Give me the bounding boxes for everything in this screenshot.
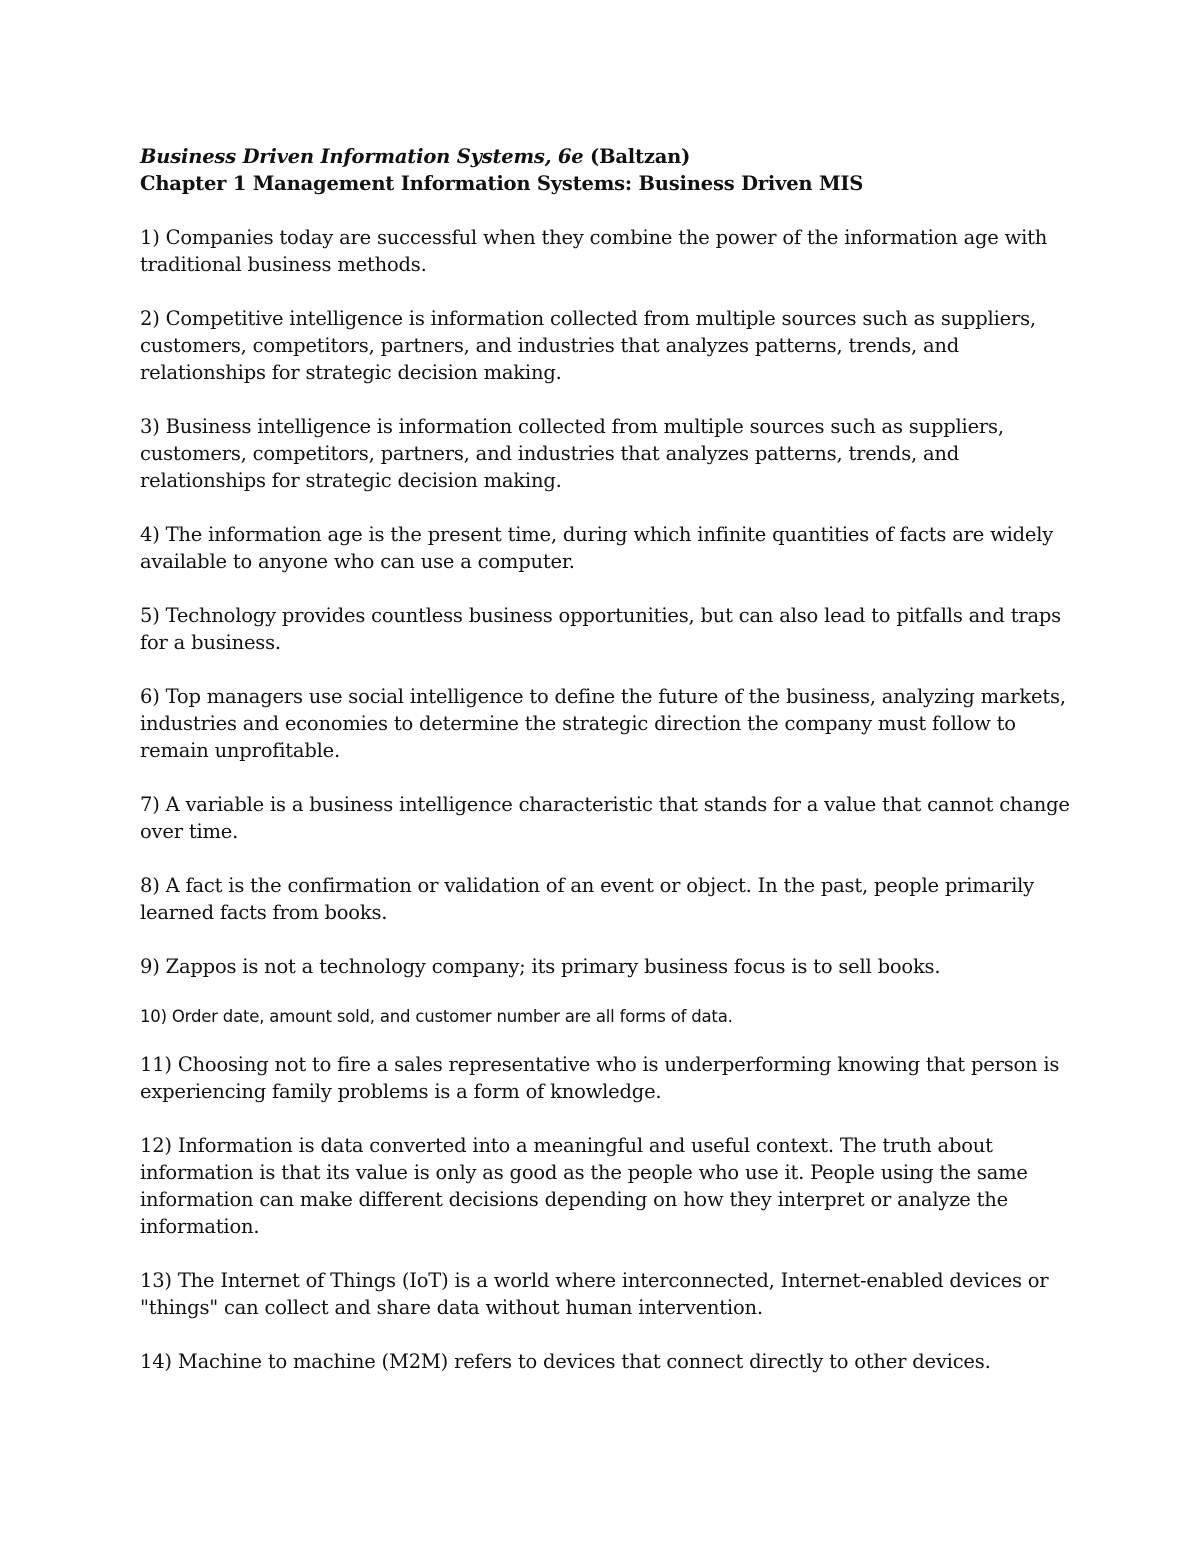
question-4: 4) The information age is the present time, during which infinite quantities of facts are widely available to anyone who can use a computer. bbox=[140, 523, 1054, 573]
question-12: 12) Information is data converted into a meaningful and useful context. The truth about information is that its value is only as good as the people who use it. People using the same information can make different decisions depending on how they interpret or analyze the information. bbox=[140, 1134, 1028, 1238]
question-5: 5) Technology provides countless business opportunities, but can also lead to pitfalls and traps for a business. bbox=[140, 604, 1061, 654]
question-10: 10) Order date, amount sold, and customer number are all forms of data. bbox=[140, 1007, 733, 1026]
question-2: 2) Competitive intelligence is information collected from multiple sources such as suppliers, customers, competitors, partners, and industries that analyzes patterns, trends, and relationships for strategic decision making. bbox=[140, 307, 1036, 384]
question-6: 6) Top managers use social intelligence to define the future of the business, analyzing markets, industries and economies to determine the strategic direction the company must follow to remain unprofitable. bbox=[140, 685, 1066, 762]
book-title-line bbox=[140, 143, 1070, 170]
question-8: 8) A fact is the confirmation or validation of an event or object. In the past, people primarily learned facts from books. bbox=[140, 874, 1034, 924]
question-3: 3) Business intelligence is information collected from multiple sources such as suppliers, customers, competitors, partners, and industries that analyzes patterns, trends, and relationships for strategic decision making. bbox=[140, 415, 1004, 492]
document-content bbox=[140, 143, 1070, 1402]
question-11: 11) Choosing not to fire a sales representative who is underperforming knowing that person is experiencing family problems is a form of knowledge. bbox=[140, 1053, 1060, 1103]
question-7: 7) A variable is a business intelligence characteristic that stands for a value that cannot change over time. bbox=[140, 793, 1070, 843]
book-author: (Baltzan) bbox=[583, 145, 691, 168]
question-1: 1) Companies today are successful when they combine the power of the information age with traditional business methods. bbox=[140, 226, 1048, 276]
question-9: 9) Zappos is not a technology company; its primary business focus is to sell books. bbox=[140, 955, 941, 978]
question-14: 14) Machine to machine (M2M) refers to devices that connect directly to other devices. bbox=[140, 1350, 991, 1373]
book-title: Business Driven Information Systems, 6e bbox=[140, 145, 584, 168]
question-13: 13) The Internet of Things (IoT) is a world where interconnected, Internet-enabled devices or "things" can collect and share data without human intervention. bbox=[140, 1269, 1049, 1319]
chapter-title: Chapter 1 Management Information Systems: Business Driven MIS bbox=[140, 172, 864, 195]
document-header bbox=[140, 143, 1070, 197]
